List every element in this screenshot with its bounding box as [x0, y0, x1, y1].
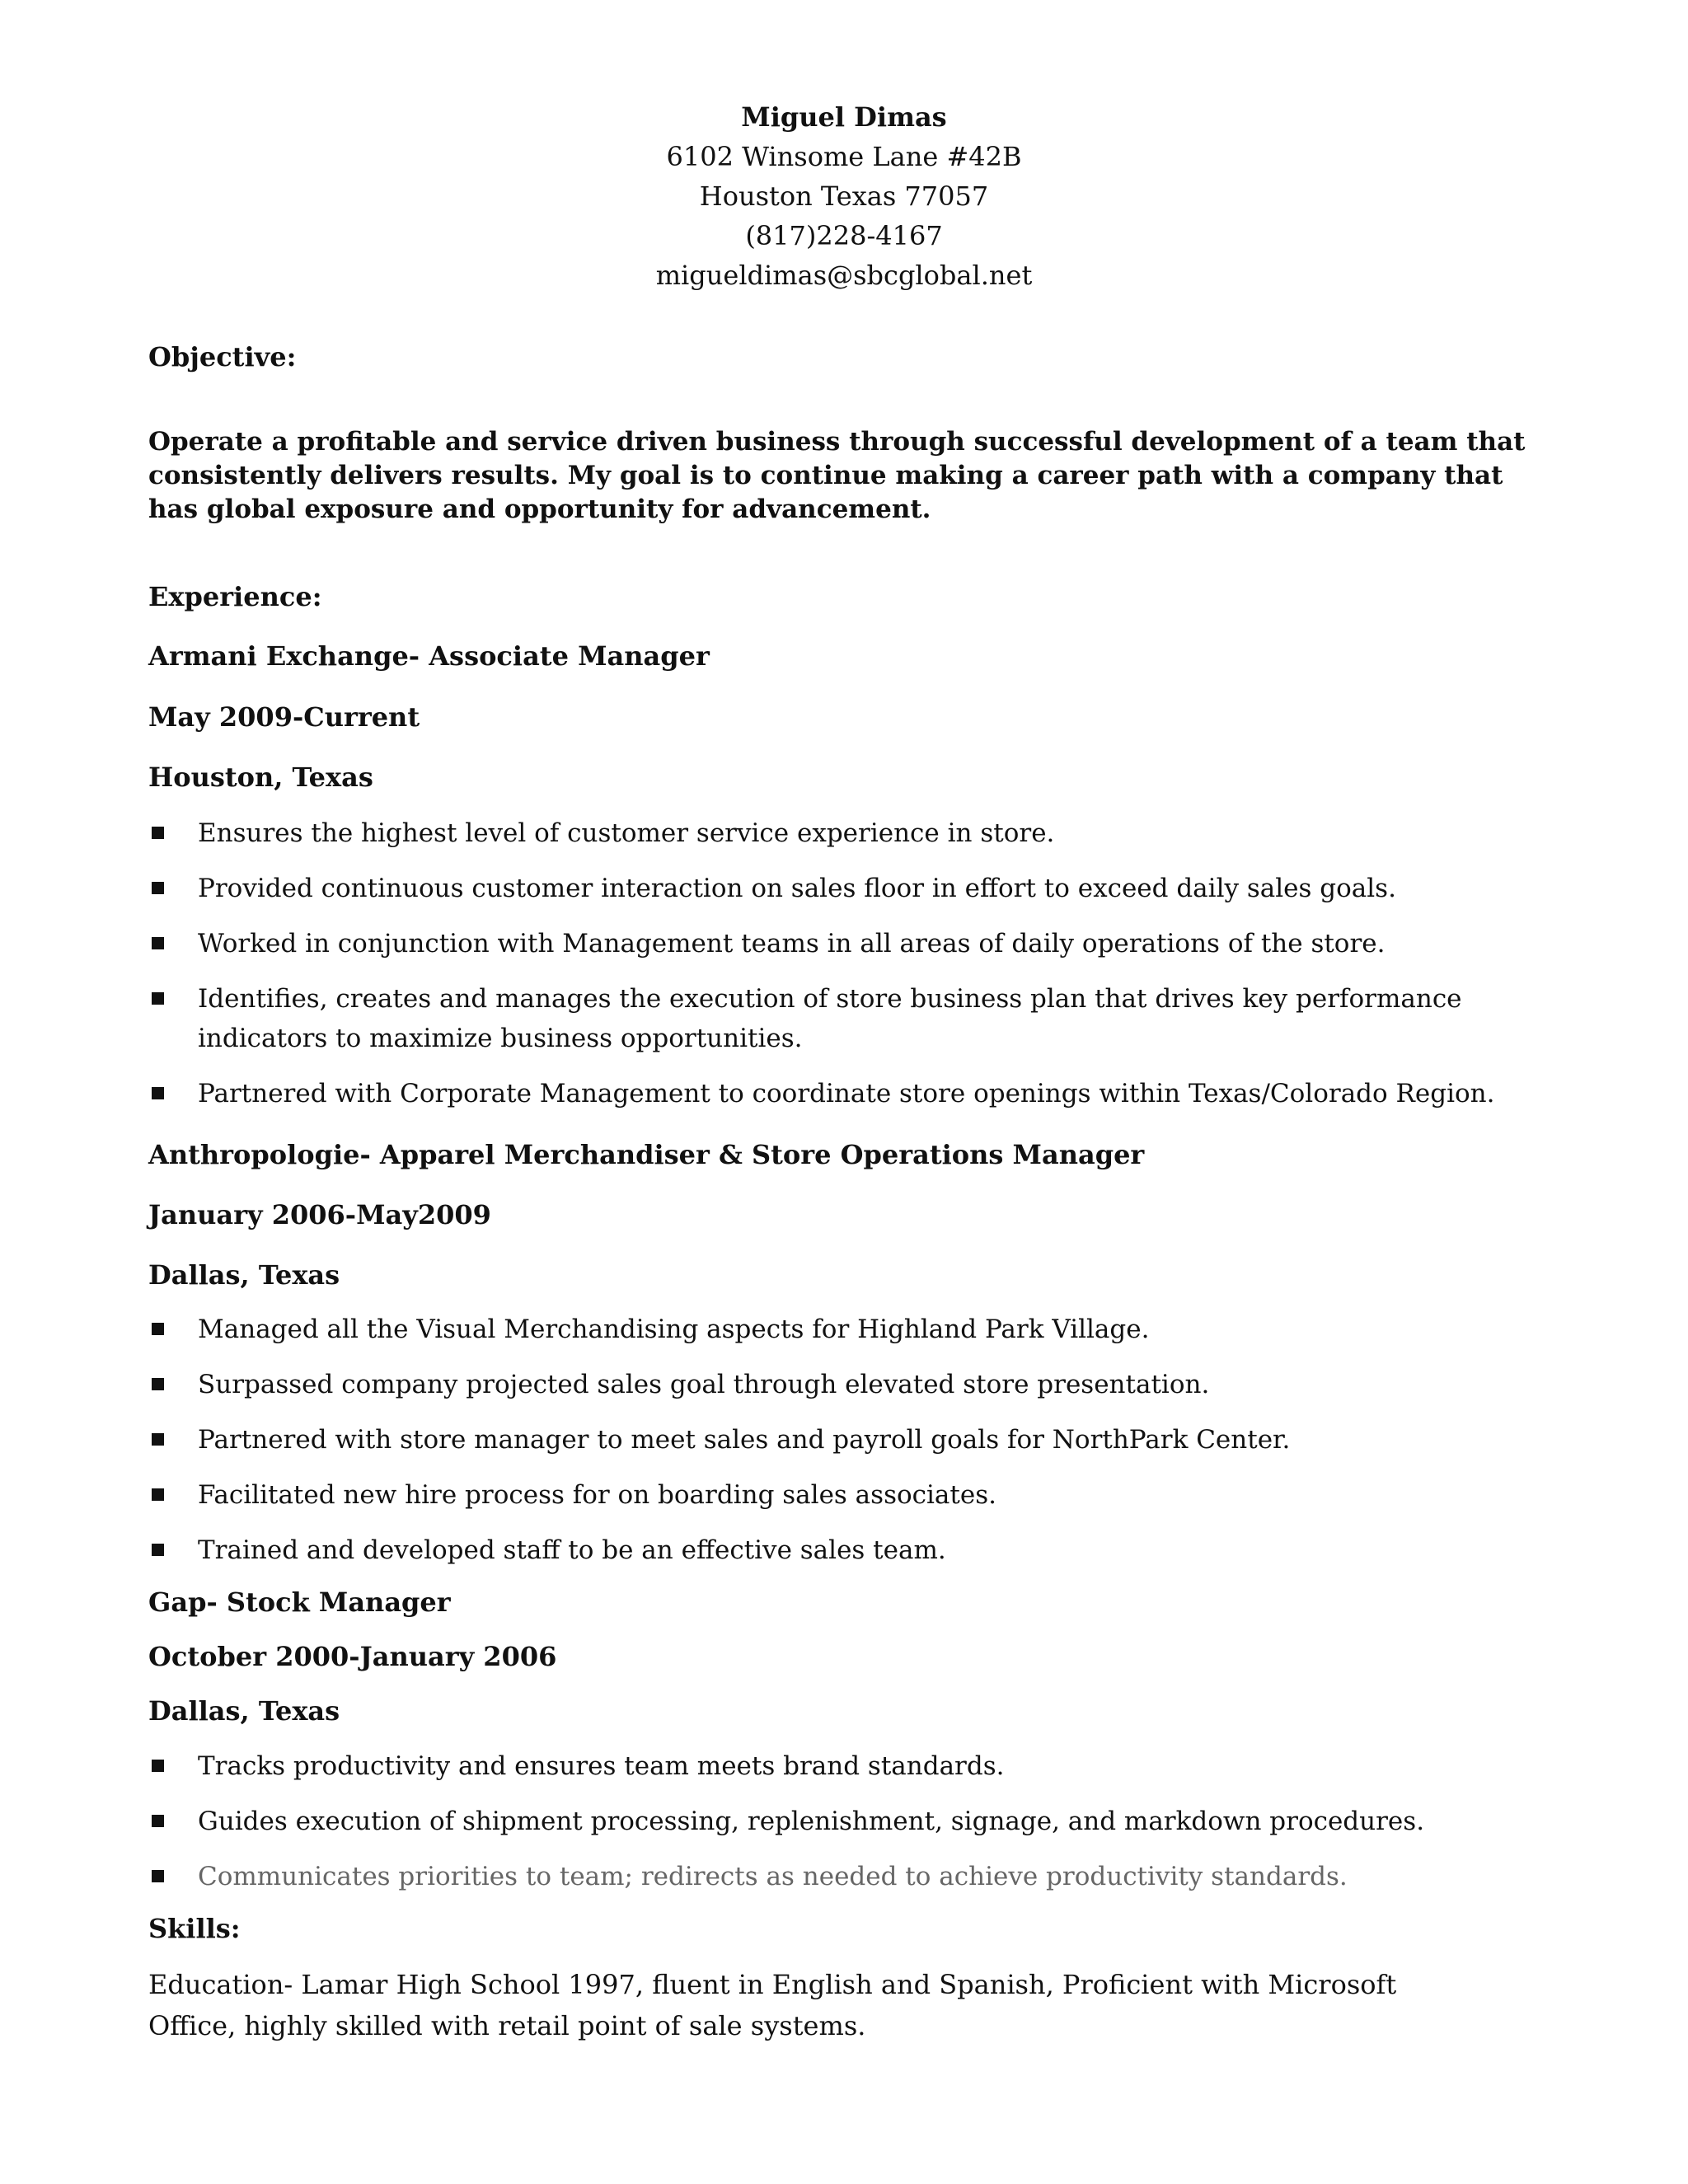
- job-location: Houston, Texas: [148, 762, 373, 793]
- square-bullet-icon: [152, 1760, 164, 1772]
- objective-text: Operate a profitable and service driven business through successful development of a team that consistently delivers results. My goal is to continue making a career path with a company that has global exposure and opportunity for advancement.: [148, 427, 1526, 524]
- email-address: migueldimas@sbcglobal.net: [655, 260, 1033, 291]
- resume-page: Miguel Dimas 6102 Winsome Lane #42B Houston Texas 77057 (817)228-4167 migueldimas@sbcglobal.net Objective: Operate a profitable and service driven business through successful development of a team that consistently delivers results. My goal is to continue making a career path with a company that has global exposure and opportunity for advancement. Experience: Armani Exchange- Associate Manager May 2009-Current Houston, Texas Ensures the highest level of customer service experience in store. Provided continuous customer interaction on sales floor in effort to exceed daily sales goals. Worked in conjunction with Management teams in all areas of daily operations of the store. Identifies, creates and manages the execution of store business plan that drives key performance indicators to maximize business opportunities. Partnered with Corporate Management to coordinate store openings within Texas/Colorado Region. Anthropologie- Apparel Merchandiser & Store Operations Manager January 2006-May2009 Dallas, Texas Managed all the Visual Merchandising aspects for Highland Park Village. Surpassed company projected sales goal through elevated store presentation. Partnered with store manager to meet sales and payroll goals for NorthPark Center. Facilitated new hire process for on boarding sales associates. Trained and developed staff to be an effective sales team. Gap- Stock Manager October 2000-January 2006 Dallas, Texas Tracks productivity and ensures team meets brand standards. Guides execution of shipment processing, replenishment, signage, and markdown procedures. Communicates priorities to team; redirects as needed to achieve productivity standards. Skills: Education- Lamar High School 1997, fluent in English and Spanish, Proficient with Microsoft Office, highly skilled with retail point of sale systems.: [0, 0, 1688, 2184]
- square-bullet-icon: [152, 1544, 164, 1556]
- skills-text: Education- Lamar High School 1997, fluent in English and Spanish, Proficient with Microsoft Office, highly skilled with retail point of sale systems.: [148, 1969, 1397, 2041]
- job-location: Dallas, Texas: [148, 1695, 340, 1727]
- job-title: Armani Exchange- Associate Manager: [148, 640, 710, 672]
- square-bullet-icon: [152, 1870, 164, 1882]
- square-bullet-icon: [152, 992, 164, 1005]
- square-bullet-icon: [152, 1087, 164, 1099]
- square-bullet-icon: [152, 937, 164, 949]
- job-dates: October 2000-January 2006: [148, 1641, 557, 1672]
- square-bullet-icon: [152, 827, 164, 839]
- job-dates: May 2009-Current: [148, 701, 420, 733]
- square-bullet-icon: [152, 1378, 164, 1390]
- job-title: Gap- Stock Manager: [148, 1586, 451, 1618]
- phone-number: (817)228-4167: [745, 220, 943, 251]
- square-bullet-icon: [152, 1433, 164, 1446]
- square-bullet-icon: [152, 1323, 164, 1335]
- address-line-1: 6102 Winsome Lane #42B: [666, 141, 1022, 172]
- objective-heading: Objective:: [148, 341, 297, 373]
- square-bullet-icon: [152, 882, 164, 894]
- skills-heading: Skills:: [148, 1913, 241, 1944]
- candidate-name: Miguel Dimas: [741, 101, 947, 133]
- experience-heading: Experience:: [148, 581, 322, 612]
- contact-header: [0, 97, 1688, 295]
- address-line-2: Houston Texas 77057: [699, 180, 989, 212]
- square-bullet-icon: [152, 1815, 164, 1827]
- square-bullet-icon: [152, 1488, 164, 1501]
- job-location: Dallas, Texas: [148, 1259, 340, 1291]
- job-title: Anthropologie- Apparel Merchandiser & Store Operations Manager: [148, 1139, 1145, 1170]
- job-dates: January 2006-May2009: [148, 1199, 491, 1230]
